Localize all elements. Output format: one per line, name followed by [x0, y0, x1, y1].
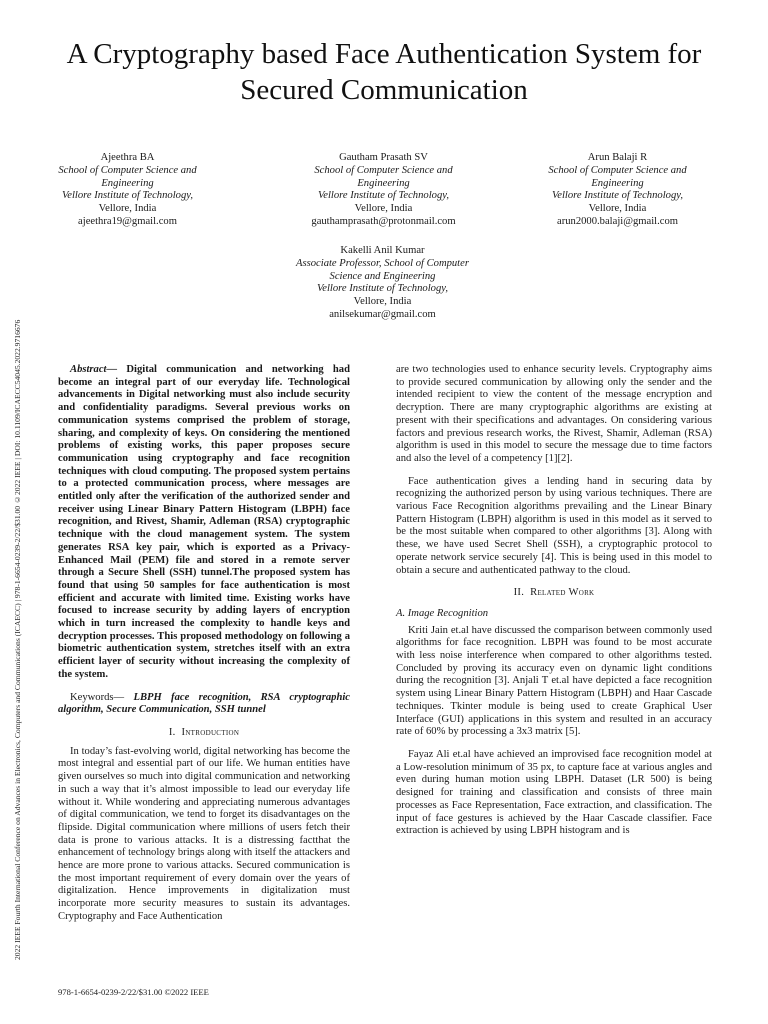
abstract	[58, 364, 350, 682]
author-block	[296, 152, 471, 229]
intro-paragraph-continued: are two technologies used to enhance security levels. Cryptography aims to provide secured communication by allowing only the sender and the intended recipient to view the content of the message encryption and decryption. There are many cryptographic algorithms are existing at present with their specifications and advantages. On considering various factors and previous research works, the Rivest, Shamir, Adleman (RSA) algorithm is used in this model to secure the message due to time factors and also the level of a competency [1][2].	[396, 364, 712, 464]
intro-paragraph: In today’s fast-evolving world, digital networking has become the most integral and essential part of our life. We human entities have given ourselves so much into digital communication and networking in such a way that it’s almost impossible to lead our everyday life without it. While wondering and appreciating numerous advantages of digital communication, we tend to forget its disadvantages on the flipside. Digital communication where millions of users fetch their data is prone to various attacks. It is a distressing factthat the enhancement of technology brings along with itself the attackers and hence are more prone to various attacks. Secured communication is the most important requirement of every domain over the years of digitalization. Hence improvements in digitalization must incorporate more security measures to sustain its advantages. Cryptography and Face Authentication	[58, 745, 350, 922]
author-institution: Vellore Institute of Technology,	[317, 190, 450, 202]
author-affiliation: Associate Professor, School of Computer Science and Engineering	[296, 257, 469, 282]
author-affiliation: School of Computer Science and Engineering	[548, 164, 687, 189]
author-affiliation: School of Computer Science and Engineering	[58, 164, 197, 189]
author-affiliation: School of Computer Science and Engineering	[314, 164, 453, 189]
author-block	[40, 152, 215, 229]
author-institution: Vellore Institute of Technology,	[61, 190, 194, 202]
keywords-text: LBPH face recognition, RSA cryptographic algorithm, Secure Communication, SSH tunnel	[58, 691, 350, 716]
section-number: II.	[513, 587, 525, 599]
related-paragraph: Kriti Jain et.al have discussed the comparison between commonly used algorithms for face recognition. LBPH was found to be most accurate with less noise interference when compared to other algorithms tested. Concluded by proving its accuracy even on dynamic light conditions during the recognition [3]. Anjali T et.al have depicted a face recognition system using Linear Binary Pattern Histogram (LBPH) and Haar Cascade techniques. Tkinter module is being used to create Graphical User Interface (GUI) applications in this system and resulted in an accuracy rate of 60% by processing a 3x3 matrix [5].	[396, 624, 712, 738]
author-email: anilsekumar@gmail.com	[329, 308, 436, 320]
abstract-text: Digital communication and networking had become an integral part of our everyday life. Technological advancements in Digital networking must also include security and confidentiality paradigms. Several previous works on communication systems comprised the problem of storage, sharing, and complexity of keys. On considering the mentioned problems of existing works, this paper proposes secure communication using cryptography and face recognition techniques with cloud computing. The proposed system pertains to a protected communication process, where messages are entitled only after the verification of the authorized sender and receiver using Linear Binary Pattern Histogram (LBPH) face recognition, and Rivest, Shamir, Adleman (RSA) cryptographic technique with the cloud management system. The system generates RSA key pair, which is exported as a Privacy-Enhanced Mail (PEM) file and stored in a remote server through a Secure Shell (SSH) tunnel.The proposed system has found that using 50 samples for face authentication is most efficient and accurate with limited time. Existing works have focused to increase security by adding layers of encryption which in turn increased the complexity to handle keys and decryption processes. This proposed methodology on following a biometric authentication system, stretches itself with an extra efficient layer of security without increasing the complexity of the system.	[58, 364, 350, 680]
author-name: Gautham Prasath SV	[339, 152, 428, 163]
author-email: arun2000.balaji@gmail.com	[557, 215, 678, 227]
section-heading-related-work	[396, 587, 712, 600]
author-city: Vellore, India	[354, 203, 413, 215]
right-column	[396, 364, 712, 848]
conference-sidebar: 2022 IEEE Fourth International Conference on Advances in Electronics, Computers and Communications (ICAECC) | 978-1-6654-0239-2/22/$31.00 ©2022 IEEE | DOI: 10.1109/ICAECC54045.2022.9716676	[13, 319, 22, 960]
author-email: ajeethra19@gmail.com	[78, 215, 177, 227]
author-city: Vellore, India	[588, 203, 647, 215]
author-institution: Vellore Institute of Technology,	[551, 190, 684, 202]
keywords-label: Keywords—	[70, 691, 125, 703]
author-name: Kakelli Anil Kumar	[340, 245, 425, 256]
author-block	[290, 245, 475, 322]
section-title: Introduction	[181, 726, 240, 738]
author-city: Vellore, India	[353, 296, 412, 308]
footer-copyright: 978-1-6654-0239-2/22/$31.00 ©2022 IEEE	[58, 987, 209, 997]
related-paragraph: Fayaz Ali et.al have achieved an improvised face recognition model at a Low-resolution minimum of 35 px, to capture face at various angles and even during human motion using LBPH. Dataset (LR 500) is being designed for training and classification and consists of three main processes as Face Representation, Face extraction, and classification. The input of face gestures is achieved by the Haar Cascade classifier. Face extraction is achieved by using LBPH histogram and is	[396, 748, 712, 837]
intro-paragraph: Face authentication gives a lending hand in securing data by recognizing the authorized person by using various techniques. There are various Face Recognition algorithms prevailing and the Linear Binary Pattern Histogram (LBPH) algorithm is used in this model as it served to be the most suitable when compared to other algorithms [3]. Along with these, we have used Secret Shell (SSH), a cryptographic protocol to operate network service securely [4]. This is being used in this model to obtain a secure and authenticated pathway to the cloud.	[396, 475, 712, 576]
author-city: Vellore, India	[98, 203, 157, 215]
author-email: gauthamprasath@protonmail.com	[311, 215, 456, 227]
paper-title: A Cryptography based Face Authentication System for Secured Communication	[66, 38, 702, 106]
author-name: Ajeethra BA	[100, 152, 155, 163]
section-heading-introduction	[58, 727, 350, 740]
author-block	[530, 152, 705, 229]
section-title: Related Work	[530, 587, 595, 599]
section-number: I.	[168, 726, 176, 738]
abstract-label: Abstract—	[70, 364, 118, 375]
subsection-heading: A. Image Recognition	[396, 607, 489, 619]
author-institution: Vellore Institute of Technology,	[316, 283, 449, 295]
authors-row	[40, 152, 740, 252]
left-column	[58, 364, 350, 934]
keywords	[58, 692, 350, 717]
author-name: Arun Balaji R	[587, 152, 648, 163]
